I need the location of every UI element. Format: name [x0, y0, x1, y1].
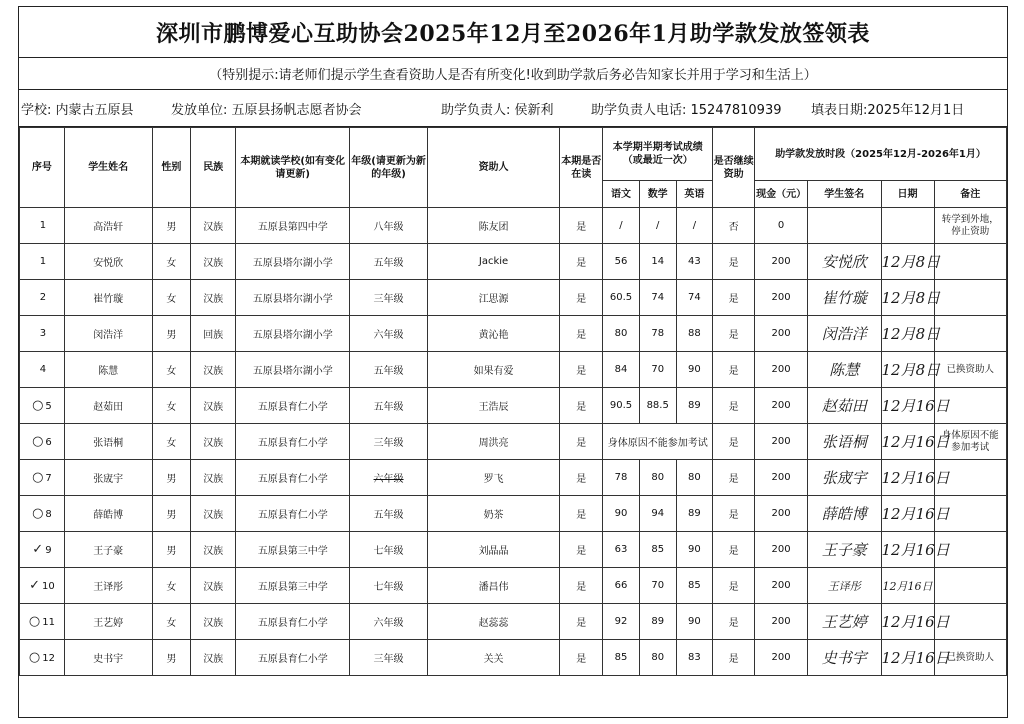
table-row [20, 316, 1007, 352]
header-enrolled: 本期是否在读 [560, 128, 603, 208]
cell-cash: 200 [755, 640, 808, 676]
cell-remarks: 已换资助人 [934, 640, 1006, 676]
cell-date: 12月16日 [881, 604, 934, 640]
cell-gender: 男 [152, 460, 191, 496]
cell-english: 89 [676, 388, 713, 424]
cell-signature: 王译彤 [808, 568, 881, 604]
cell-chinese: 80 [603, 316, 640, 352]
cell-name: 闵浩洋 [64, 316, 152, 352]
cell-name: 安悦欣 [64, 244, 152, 280]
cell-ethnicity: 汉族 [191, 244, 236, 280]
cell-chinese: 56 [603, 244, 640, 280]
cell-name: 王艺婷 [64, 604, 152, 640]
cell-sponsor: 江思源 [427, 280, 560, 316]
cell-math: 88.5 [639, 388, 676, 424]
cell-grade: 七年级 [350, 568, 427, 604]
cell-grade: 五年级 [350, 244, 427, 280]
info-issuer: 发放单位: 五原县扬帆志愿者协会 [171, 102, 362, 118]
cell-ethnicity: 回族 [191, 316, 236, 352]
cell-enrolled: 是 [560, 316, 603, 352]
cell-chinese: 85 [603, 640, 640, 676]
header-grade: 年级(请更新为新的年级) [350, 128, 427, 208]
cell-math: / [639, 208, 676, 244]
cell-enrolled: 是 [560, 604, 603, 640]
cell-signature: 张语桐 [808, 424, 881, 460]
cell-seq: ○ 8 [20, 496, 65, 532]
cell-gender: 女 [152, 244, 191, 280]
table-row [20, 208, 1007, 244]
cell-enrolled: 是 [560, 208, 603, 244]
cell-seq: ○ 12 [20, 640, 65, 676]
cell-continue: 否 [713, 208, 755, 244]
cell-chinese: 60.5 [603, 280, 640, 316]
cell-remarks [934, 244, 1006, 280]
table-row [20, 532, 1007, 568]
hand-mark: ✓ [32, 542, 44, 557]
cell-school: 五原县育仁小学 [236, 460, 350, 496]
header-seq: 序号 [20, 128, 65, 208]
cell-continue: 是 [713, 280, 755, 316]
cell-sponsor: 王浩辰 [427, 388, 560, 424]
cell-seq: ○ 11 [20, 604, 65, 640]
cell-ethnicity: 汉族 [191, 604, 236, 640]
cell-signature: 薛皓博 [808, 496, 881, 532]
cell-date: 12月16日 [881, 424, 934, 460]
cell-math: 14 [639, 244, 676, 280]
cell-cash: 200 [755, 352, 808, 388]
cell-gender: 男 [152, 496, 191, 532]
cell-english: 83 [676, 640, 713, 676]
cell-chinese: / [603, 208, 640, 244]
cell-date: 12月8日 [881, 352, 934, 388]
cell-seq: ✓ 10 [20, 568, 65, 604]
cell-school: 五原县塔尔湖小学 [236, 244, 350, 280]
cell-sponsor: Jackie [427, 244, 560, 280]
header-remarks: 备注 [934, 181, 1006, 208]
cell-continue: 是 [713, 460, 755, 496]
cell-english: 88 [676, 316, 713, 352]
cell-sponsor: 赵蕊蕊 [427, 604, 560, 640]
hand-mark: ✓ [29, 578, 41, 593]
cell-seq: ○ 5 [20, 388, 65, 424]
cell-cash: 200 [755, 460, 808, 496]
cell-cash: 0 [755, 208, 808, 244]
cell-seq: 4 [20, 352, 65, 388]
sheet-title: 深圳市鹏博爱心互助协会2025年12月至2026年1月助学款发放签领表 [19, 7, 1007, 58]
cell-grade: 三年级 [350, 280, 427, 316]
cell-enrolled: 是 [560, 424, 603, 460]
cell-score-note: 身体原因不能参加考试 [603, 424, 713, 460]
cell-math: 74 [639, 280, 676, 316]
cell-ethnicity: 汉族 [191, 208, 236, 244]
cell-school: 五原县塔尔湖小学 [236, 352, 350, 388]
cell-ethnicity: 汉族 [191, 424, 236, 460]
cell-continue: 是 [713, 568, 755, 604]
cell-grade: 八年级 [350, 208, 427, 244]
stipend-table [19, 127, 1007, 676]
hand-mark: ○ [32, 470, 44, 485]
cell-chinese: 78 [603, 460, 640, 496]
cell-cash: 200 [755, 280, 808, 316]
cell-remarks: 身体原因不能参加考试 [934, 424, 1006, 460]
cell-date: 12月16日 [881, 388, 934, 424]
cell-continue: 是 [713, 316, 755, 352]
cell-enrolled: 是 [560, 280, 603, 316]
cell-chinese: 90 [603, 496, 640, 532]
cell-enrolled: 是 [560, 352, 603, 388]
cell-signature: 陈慧 [808, 352, 881, 388]
cell-signature: 崔竹璇 [808, 280, 881, 316]
cell-date: 12月16日 [881, 568, 934, 604]
cell-ethnicity: 汉族 [191, 532, 236, 568]
table-row [20, 280, 1007, 316]
cell-grade: 三年级 [350, 640, 427, 676]
header-continue: 是否继续资助 [713, 128, 755, 208]
cell-name: 陈慧 [64, 352, 152, 388]
cell-date [881, 208, 934, 244]
cell-sponsor: 潘昌伟 [427, 568, 560, 604]
cell-sponsor: 奶茶 [427, 496, 560, 532]
cell-continue: 是 [713, 640, 755, 676]
cell-ethnicity: 汉族 [191, 280, 236, 316]
cell-name: 史书宇 [64, 640, 152, 676]
cell-date: 12月16日 [881, 532, 934, 568]
cell-cash: 200 [755, 388, 808, 424]
cell-sponsor: 周洪亮 [427, 424, 560, 460]
header-gender: 性别 [152, 128, 191, 208]
cell-gender: 女 [152, 388, 191, 424]
cell-continue: 是 [713, 388, 755, 424]
header-math: 数学 [639, 181, 676, 208]
cell-name: 张宬宇 [64, 460, 152, 496]
cell-ethnicity: 汉族 [191, 460, 236, 496]
header-sponsor: 资助人 [427, 128, 560, 208]
cell-seq: ○ 7 [20, 460, 65, 496]
cell-sponsor: 关关 [427, 640, 560, 676]
cell-seq: 2 [20, 280, 65, 316]
cell-signature: 安悦欣 [808, 244, 881, 280]
cell-gender: 女 [152, 568, 191, 604]
cell-ethnicity: 汉族 [191, 640, 236, 676]
cell-chinese: 66 [603, 568, 640, 604]
cell-remarks: 转学到外地，停止资助 [934, 208, 1006, 244]
cell-gender: 女 [152, 424, 191, 460]
hand-mark: ○ [28, 614, 41, 629]
header-scores: 本学期半期考试成绩（或最近一次） [603, 128, 713, 181]
cell-continue: 是 [713, 352, 755, 388]
cell-cash: 200 [755, 532, 808, 568]
cell-school: 五原县第三中学 [236, 532, 350, 568]
cell-ethnicity: 汉族 [191, 496, 236, 532]
cell-continue: 是 [713, 424, 755, 460]
cell-math: 70 [639, 352, 676, 388]
cell-sponsor: 如果有爱 [427, 352, 560, 388]
cell-gender: 女 [152, 352, 191, 388]
header-payment-period: 助学款发放时段（2025年12月-2026年1月） [755, 128, 1007, 181]
cell-cash: 200 [755, 604, 808, 640]
hand-mark: ○ [32, 506, 44, 521]
cell-chinese: 84 [603, 352, 640, 388]
cell-gender: 男 [152, 532, 191, 568]
cell-school: 五原县育仁小学 [236, 496, 350, 532]
cell-enrolled: 是 [560, 532, 603, 568]
cell-signature: 张宬宇 [808, 460, 881, 496]
cell-signature: 王子豪 [808, 532, 881, 568]
cell-english: / [676, 208, 713, 244]
cell-school: 五原县塔尔湖小学 [236, 280, 350, 316]
cell-seq: 1 [20, 208, 65, 244]
cell-sponsor: 罗飞 [427, 460, 560, 496]
cell-name: 崔竹璇 [64, 280, 152, 316]
cell-ethnicity: 汉族 [191, 352, 236, 388]
cell-cash: 200 [755, 244, 808, 280]
cell-english: 74 [676, 280, 713, 316]
info-bar [19, 90, 1007, 127]
cell-signature: 闵浩洋 [808, 316, 881, 352]
cell-name: 高浩轩 [64, 208, 152, 244]
header-cash: 现金（元） [755, 181, 808, 208]
cell-name: 张语桐 [64, 424, 152, 460]
cell-seq: ✓ 9 [20, 532, 65, 568]
cell-english: 90 [676, 604, 713, 640]
cell-grade: 六年级 [350, 316, 427, 352]
cell-date: 12月16日 [881, 496, 934, 532]
cell-remarks [934, 568, 1006, 604]
cell-continue: 是 [713, 604, 755, 640]
cell-enrolled: 是 [560, 640, 603, 676]
cell-signature: 王艺婷 [808, 604, 881, 640]
hand-mark: ○ [32, 398, 44, 413]
header-signature: 学生签名 [808, 181, 881, 208]
table-row [20, 352, 1007, 388]
cell-name: 赵茹田 [64, 388, 152, 424]
table-row [20, 568, 1007, 604]
cell-signature: 赵茹田 [808, 388, 881, 424]
cell-name: 王子豪 [64, 532, 152, 568]
cell-remarks [934, 280, 1006, 316]
cell-remarks [934, 316, 1006, 352]
cell-school: 五原县育仁小学 [236, 604, 350, 640]
cell-gender: 女 [152, 280, 191, 316]
cell-english: 89 [676, 496, 713, 532]
cell-cash: 200 [755, 316, 808, 352]
cell-english: 80 [676, 460, 713, 496]
cell-date: 12月16日 [881, 460, 934, 496]
cell-ethnicity: 汉族 [191, 388, 236, 424]
info-school: 学校: 内蒙古五原县 [21, 102, 134, 118]
cell-sponsor: 陈友团 [427, 208, 560, 244]
cell-ethnicity: 汉族 [191, 568, 236, 604]
cell-math: 70 [639, 568, 676, 604]
cell-math: 80 [639, 460, 676, 496]
cell-grade: 六年级 [350, 604, 427, 640]
cell-grade: 六年级 [350, 460, 427, 496]
table-row [20, 388, 1007, 424]
cell-signature [808, 208, 881, 244]
cell-grade: 五年级 [350, 352, 427, 388]
hand-mark: ○ [32, 434, 44, 449]
cell-gender: 男 [152, 208, 191, 244]
cell-grade: 三年级 [350, 424, 427, 460]
cell-cash: 200 [755, 568, 808, 604]
header-name: 学生姓名 [64, 128, 152, 208]
special-notice: （特别提示:请老师们提示学生查看资助人是否有所变化!收到助学款后务必告知家长并用于学习和生活上） [19, 58, 1007, 90]
cell-cash: 200 [755, 496, 808, 532]
table-row [20, 460, 1007, 496]
cell-seq: 3 [20, 316, 65, 352]
cell-signature: 史书宇 [808, 640, 881, 676]
cell-remarks: 已换资助人 [934, 352, 1006, 388]
cell-gender: 男 [152, 316, 191, 352]
cell-continue: 是 [713, 244, 755, 280]
cell-math: 89 [639, 604, 676, 640]
cell-chinese: 92 [603, 604, 640, 640]
cell-grade: 五年级 [350, 388, 427, 424]
cell-grade: 七年级 [350, 532, 427, 568]
info-phone: 助学负责人电话: 15247810939 [591, 102, 782, 118]
cell-school: 五原县塔尔湖小学 [236, 316, 350, 352]
cell-name: 薛皓博 [64, 496, 152, 532]
cell-gender: 男 [152, 640, 191, 676]
cell-sponsor: 刘晶晶 [427, 532, 560, 568]
cell-date: 12月8日 [881, 280, 934, 316]
header-ethnicity: 民族 [191, 128, 236, 208]
cell-continue: 是 [713, 532, 755, 568]
cell-seq: ○ 6 [20, 424, 65, 460]
cell-english: 90 [676, 532, 713, 568]
table-row [20, 640, 1007, 676]
cell-school: 五原县第四中学 [236, 208, 350, 244]
header-school: 本期就读学校(如有变化请更新) [236, 128, 350, 208]
cell-seq: 1 [20, 244, 65, 280]
cell-cash: 200 [755, 424, 808, 460]
info-manager: 助学负责人: 侯新利 [441, 102, 554, 118]
cell-chinese: 90.5 [603, 388, 640, 424]
cell-grade: 五年级 [350, 496, 427, 532]
cell-math: 78 [639, 316, 676, 352]
cell-english: 43 [676, 244, 713, 280]
table-row [20, 496, 1007, 532]
header-chinese: 语文 [603, 181, 640, 208]
cell-math: 94 [639, 496, 676, 532]
info-date: 填表日期:2025年12月1日 [811, 102, 965, 118]
header-date: 日期 [881, 181, 934, 208]
cell-name: 王译彤 [64, 568, 152, 604]
cell-enrolled: 是 [560, 568, 603, 604]
cell-enrolled: 是 [560, 460, 603, 496]
table-row [20, 604, 1007, 640]
table-row [20, 424, 1007, 460]
table-row [20, 244, 1007, 280]
cell-english: 90 [676, 352, 713, 388]
cell-school: 五原县第三中学 [236, 568, 350, 604]
cell-date: 12月8日 [881, 244, 934, 280]
cell-math: 80 [639, 640, 676, 676]
cell-english: 85 [676, 568, 713, 604]
cell-enrolled: 是 [560, 496, 603, 532]
cell-school: 五原县育仁小学 [236, 640, 350, 676]
cell-gender: 女 [152, 604, 191, 640]
cell-enrolled: 是 [560, 388, 603, 424]
cell-math: 85 [639, 532, 676, 568]
cell-sponsor: 黄沁艳 [427, 316, 560, 352]
stipend-sign-sheet [18, 6, 1008, 718]
cell-date: 12月8日 [881, 316, 934, 352]
cell-enrolled: 是 [560, 244, 603, 280]
cell-school: 五原县育仁小学 [236, 424, 350, 460]
cell-date: 12月16日 [881, 640, 934, 676]
hand-mark: ○ [28, 650, 41, 665]
header-english: 英语 [676, 181, 713, 208]
cell-school: 五原县育仁小学 [236, 388, 350, 424]
cell-continue: 是 [713, 496, 755, 532]
cell-chinese: 63 [603, 532, 640, 568]
